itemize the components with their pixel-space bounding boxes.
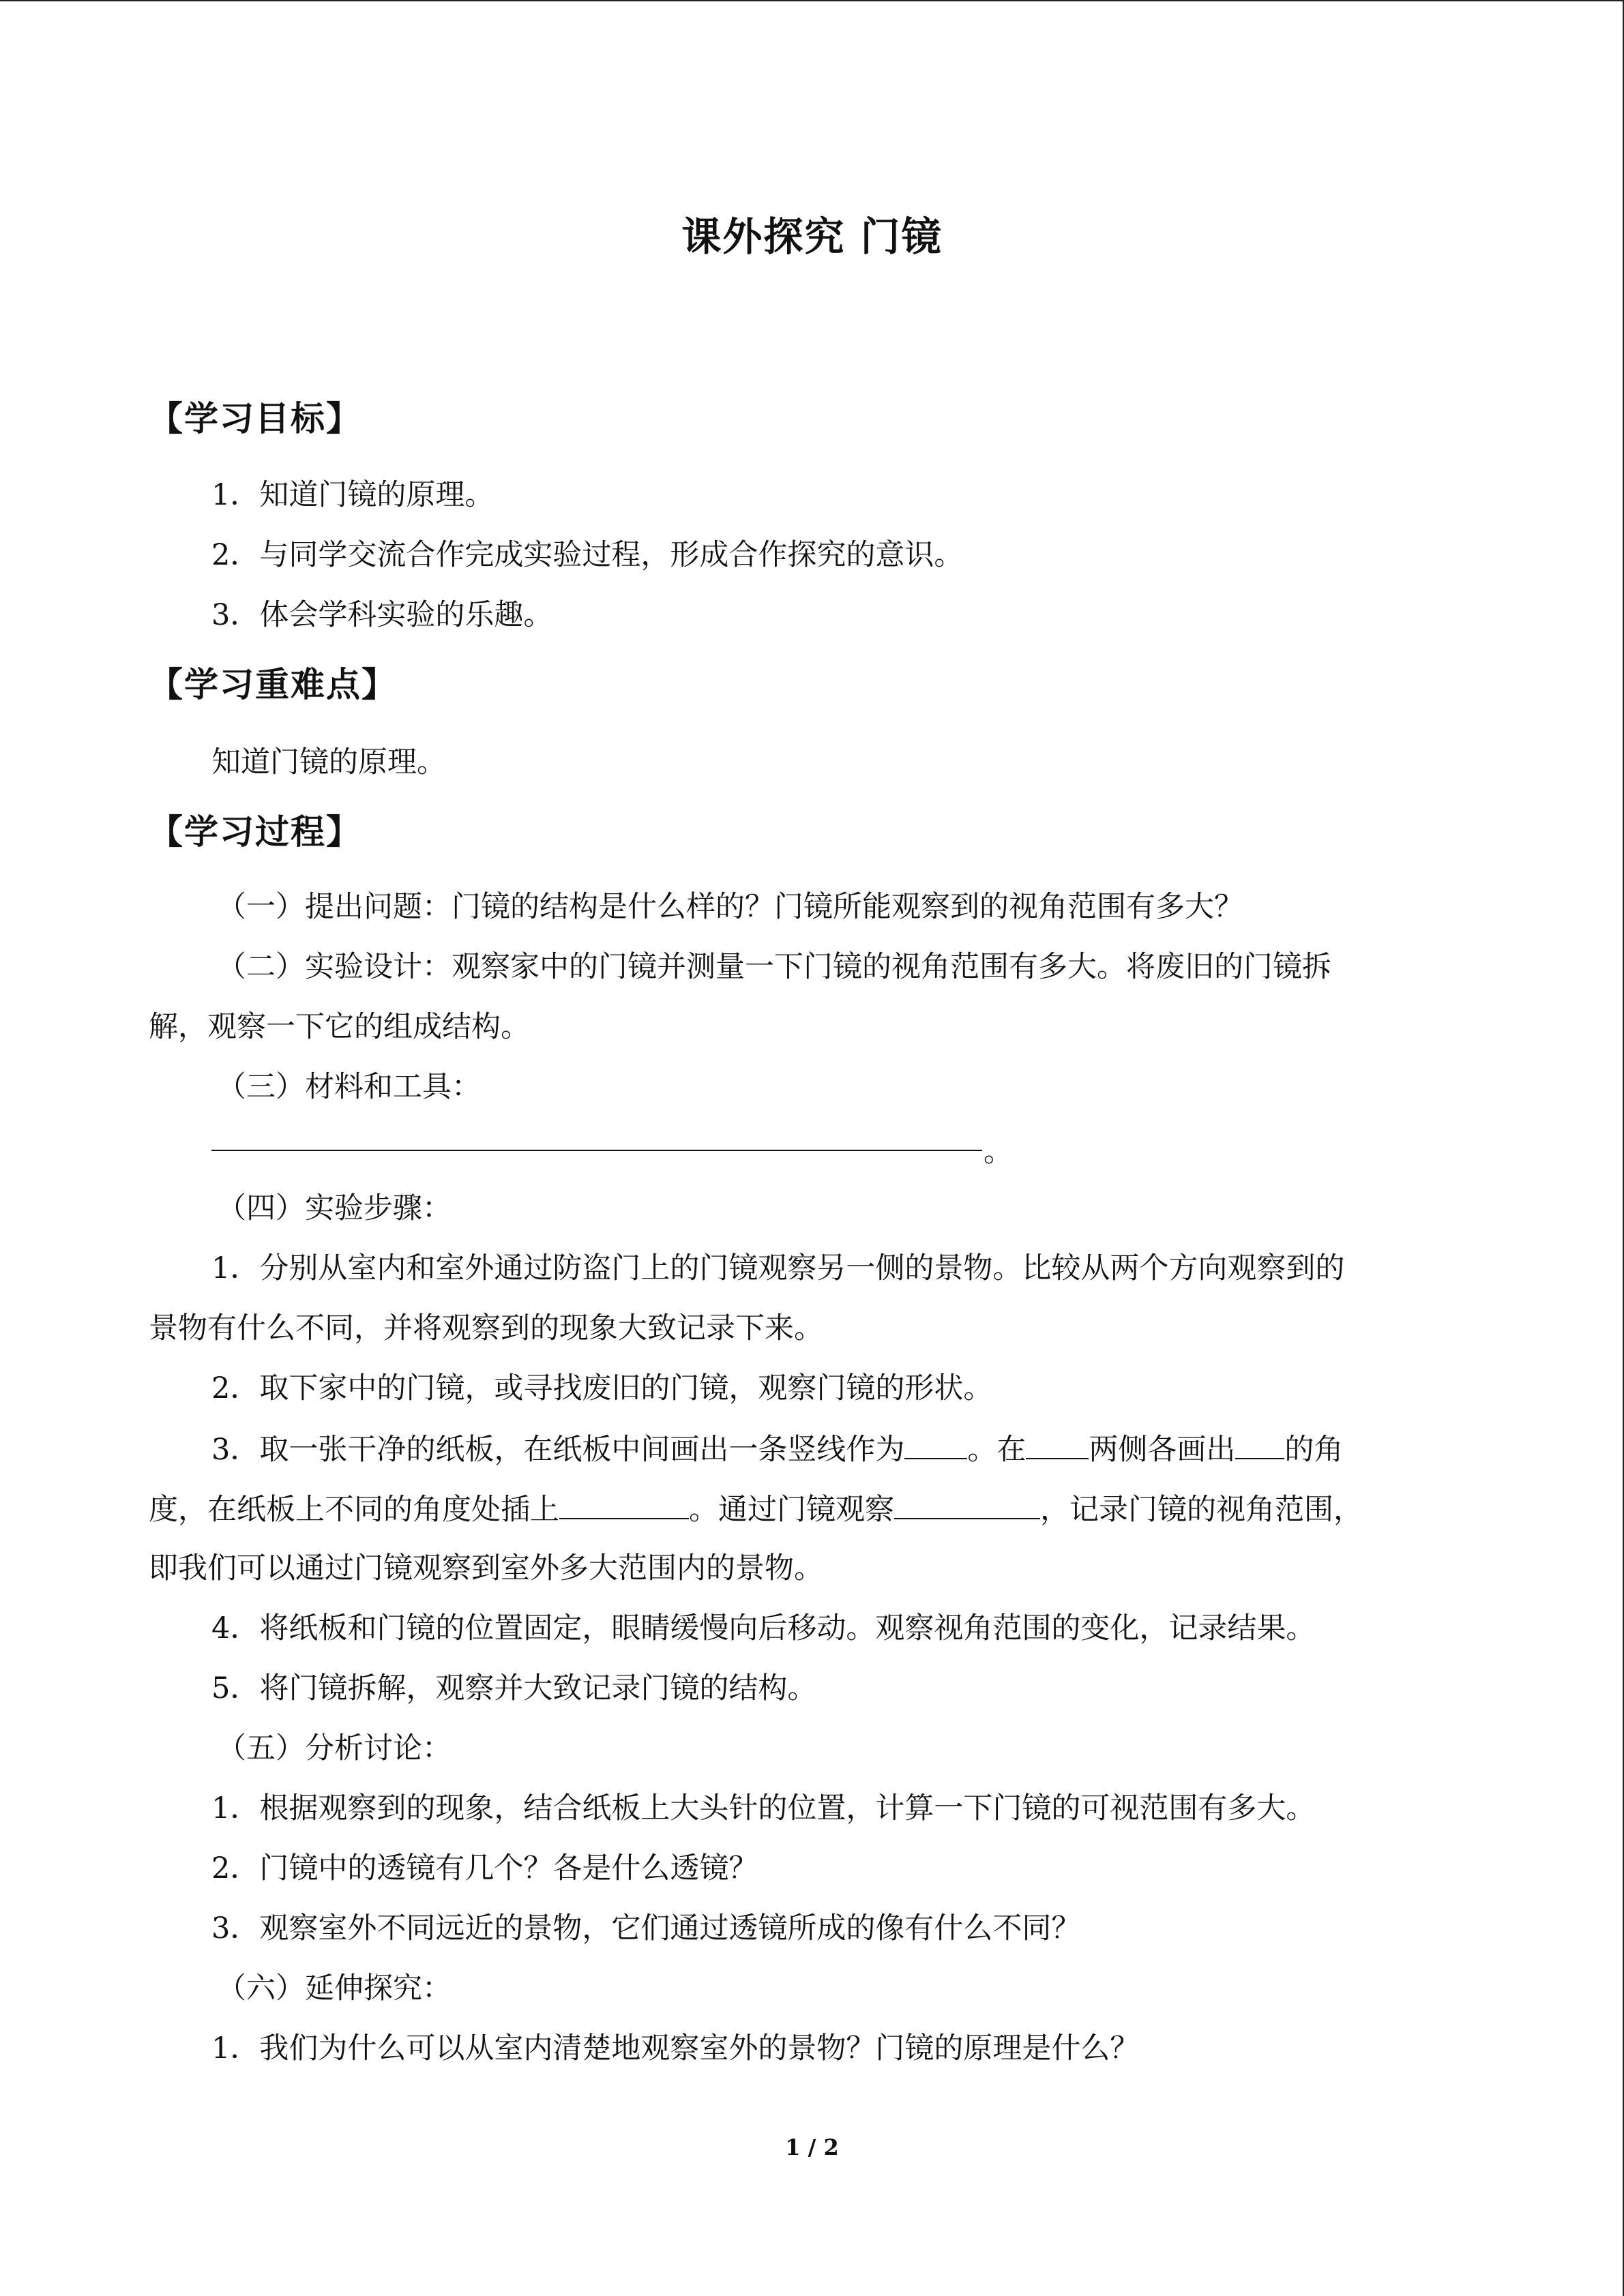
- blank-observe-target[interactable]: [894, 1489, 1040, 1519]
- discussion-3: 3．观察室外不同远近的景物，它们通过透镜所成的像有什么不同？: [211, 1911, 1081, 1945]
- step-3-line1: [211, 1429, 1343, 1469]
- heading-learning-goals: 【学习目标】: [149, 399, 361, 438]
- page-number: 1 / 2: [785, 2134, 839, 2160]
- step-3-text-c: 两侧各画出: [1089, 1433, 1236, 1467]
- step-3-text-a: 3．取一张干净的纸板，在纸板中间画出一条竖线作为: [211, 1433, 905, 1467]
- step-3-text-e: 度，在纸板上不同的角度处插上: [149, 1493, 559, 1527]
- step-2: 2．取下家中的门镜，或寻找废旧的门镜，观察门镜的形状。: [211, 1371, 993, 1405]
- step-1-line1: 1．分别从室内和室外通过防盗门上的门镜观察另一侧的景物。比较从两个方向观察到的: [211, 1251, 1345, 1285]
- process-design-line1: （二）实验设计：观察家中的门镜并测量一下门镜的视角范围有多大。将废旧的门镜拆: [217, 950, 1331, 984]
- blank-insert-item[interactable]: [559, 1489, 689, 1519]
- blank-line-sides[interactable]: [1026, 1429, 1089, 1459]
- step-3-line2: [149, 1489, 1363, 1529]
- discussion-2: 2．门镜中的透镜有几个？各是什么透镜？: [211, 1851, 758, 1885]
- materials-blank[interactable]: [211, 1150, 982, 1151]
- process-materials: （三）材料和工具：: [217, 1070, 481, 1104]
- process-question: （一）提出问题：门镜的结构是什么样的？门镜所能观察到的视角范围有多大？: [217, 890, 1243, 924]
- step-3-text-d: 的角: [1284, 1433, 1344, 1467]
- discussion-1: 1．根据观察到的现象，结合纸板上大头针的位置，计算一下门镜的可视范围有多大。: [211, 1791, 1316, 1825]
- step-3-text-b: 。在: [967, 1433, 1027, 1467]
- heading-key-points: 【学习重难点】: [149, 665, 397, 704]
- materials-blank-period: 。: [984, 1135, 1013, 1169]
- step-1-line2: 景物有什么不同，并将观察到的现象大致记录下来。: [149, 1311, 823, 1345]
- step-3-text-g: ，记录门镜的视角范围，: [1040, 1493, 1363, 1527]
- process-discussion-heading: （五）分析讨论：: [217, 1731, 452, 1765]
- extension-1: 1．我们为什么可以从室内清楚地观察室外的景物？门镜的原理是什么？: [211, 2031, 1140, 2066]
- step-3-line3: 即我们可以通过门镜观察到室外多大范围内的景物。: [149, 1551, 823, 1585]
- key-point-text: 知道门镜的原理。: [211, 745, 446, 779]
- document-title: 课外探究 门镜: [681, 213, 943, 260]
- step-5: 5．将门镜拆解，观察并大致记录门镜的结构。: [211, 1671, 817, 1705]
- step-3-text-f: 。通过门镜观察: [689, 1493, 894, 1527]
- goal-item-2: 2．与同学交流合作完成实验过程，形成合作探究的意识。: [211, 538, 964, 572]
- step-4: 4．将纸板和门镜的位置固定，眼睛缓慢向后移动。观察视角范围的变化，记录结果。: [211, 1611, 1316, 1645]
- goal-item-1: 1．知道门镜的原理。: [211, 478, 494, 512]
- goal-item-3: 3．体会学科实验的乐趣。: [211, 598, 553, 632]
- blank-angle[interactable]: [1235, 1429, 1284, 1459]
- process-steps-heading: （四）实验步骤：: [217, 1191, 452, 1225]
- blank-vertical-line[interactable]: [904, 1429, 967, 1459]
- process-design-line2: 解，观察一下它的组成结构。: [149, 1010, 530, 1044]
- process-extension-heading: （六）延伸探究：: [217, 1971, 452, 2006]
- heading-learning-process: 【学习过程】: [149, 812, 361, 852]
